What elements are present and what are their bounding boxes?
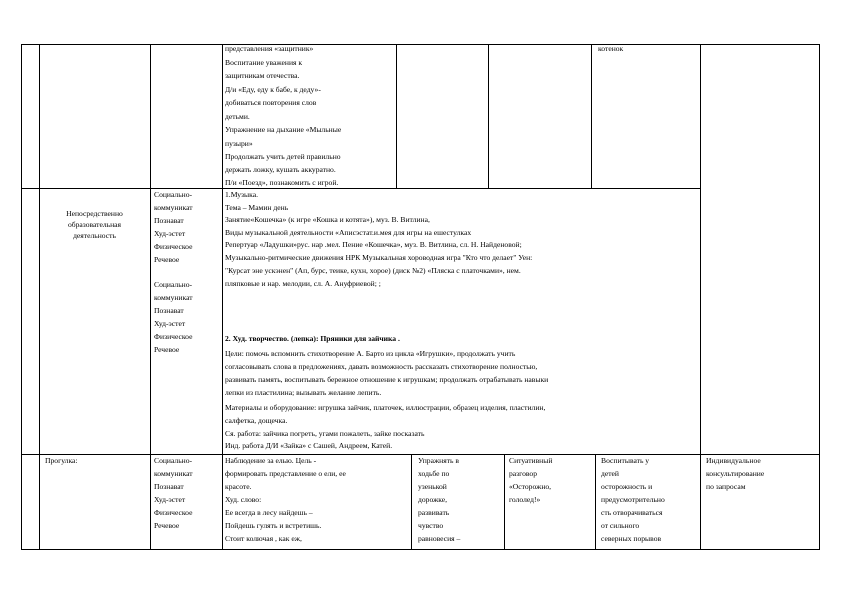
art-line: согласовывать слова в предложениях, давать возможность рассказать стихотворение полностью, [225,362,538,371]
art-title: 2. Худ. творчество. (лепка): Пряники для зайчика . [225,334,400,343]
area-item: Худ-эстет [154,229,186,238]
music-line: Виды музыкальной деятельности «Аписэстат.и.мея для игры на ешестулках [225,228,472,237]
area-item: Худ-эстет [154,319,186,328]
top-right-note: котенок [598,44,624,53]
upbringing-line: северных порывов [601,534,662,543]
direct-label-line: Непосредственно [66,209,123,218]
consult-line: по запросам [706,482,746,491]
area-item: Социально- [154,456,193,465]
talk-line: разговор [509,469,538,478]
music-line: Музыкально-ритмические движения НРК Музыкальная хороводная игра "Кто что делает" Уен: [225,253,533,262]
area-item: Физическое [154,508,193,517]
exercise-line: чувство [418,521,444,530]
top-activity-line: держать ложку, кушать аккуратно. [225,165,336,174]
col-divider-top-a [396,44,397,188]
col-divider-top-c [591,44,592,188]
area-item: коммуникат [154,293,193,302]
music-line: Занятие«Кошечка» (к игре «Кошка и котята»), муз. В. Витлина, [225,215,430,224]
art-line: Материалы и оборудование: игрушка зайчик, платочек, иллюстрации, образец изделия, пластилин, [225,403,546,412]
upbringing-line: от сильного [601,521,640,530]
area-item: коммуникат [154,469,193,478]
observation-line: Наблюдение за елью. Цель - [225,456,317,465]
consult-line: консультирование [706,469,765,478]
observation-line: формировать представление о ели, ее [225,469,346,478]
col-divider-walk-c [595,454,596,550]
top-activity-line: пузыри» [225,139,253,148]
top-activity-line: П/и «Поезд», познакомить с игрой. [225,178,339,187]
art-line: салфетка, дощечка. [225,416,288,425]
observation-line: красоте. [225,482,252,491]
observation-line: Худ. слово: [225,495,262,504]
observation-line: Пойдешь гулять и встретишь. [225,521,322,530]
music-line: Репертуар «Ладушки»рус. нар .мел. Пение «Кошечка», муз. В. Витлина, сл. Н. Найденовой; [225,240,522,249]
area-item: Социально- [154,190,193,199]
top-activity-line: детьми. [225,112,250,121]
observation-line: Ее всегда в лесу найдешь – [225,508,313,517]
talk-line: Ситуативный [509,456,553,465]
exercise-line: узенькой [418,482,447,491]
col-divider-top-b [488,44,489,188]
area-item: Физическое [154,332,193,341]
exercise-line: развивать [418,508,450,517]
art-line: Ся. работа: зайчика погреть, угами пожалеть, зайке посказать [225,429,425,438]
talk-line: гололед!» [509,495,541,504]
music-line: "Курсат эне ускэнен" (Ап, бурс, теике, кухн, хорое) (диск №2) «Пляска с платочками», нем. [225,266,521,275]
top-activity-line: Воспитание уважения к [225,58,303,67]
top-activity-line: представления «защитник» [225,44,314,53]
upbringing-line: детей [601,469,619,478]
area-item: Речевое [154,345,180,354]
direct-label-line: деятельность [73,231,116,240]
top-activity-line: защитникам отечества. [225,71,300,80]
consult-line: Индивидуальное [706,456,761,465]
walk-label: Прогулка: [45,456,78,465]
col-divider-areas [150,44,151,550]
area-item: коммуникат [154,203,193,212]
talk-line: «Осторожно, [509,482,552,491]
art-line: Цели: помочь вспомнить стихотворение А. Барто из цикла «Игрушки», продолжать учить [225,349,516,358]
direct-label-line: образовательная [67,220,122,229]
area-item: Худ-эстет [154,495,186,504]
art-line: Инд. работа Д/И «Зайка» с Сашей, Андреем, Катей. [225,441,393,450]
exercise-line: равновесия – [418,534,461,543]
music-line: пляпковые и нар. мелодии, сл. А. Ануфриевой; ; [225,279,381,288]
col-divider-label [39,44,40,550]
exercise-line: ходьбе по [418,469,450,478]
table-border-right [819,44,820,550]
top-activity-line: Д/и «Еду, еду к бабе, к деду»- [225,85,321,94]
col-divider-consult [700,44,701,550]
area-item: Познават [154,482,184,491]
observation-line: Стоит колючая , как еж, [225,534,302,543]
area-item: Речевое [154,521,180,530]
music-line: Тема – Мамин день [225,203,289,212]
col-divider-activity [222,44,223,550]
top-activity-line: Продолжать учить детей правильно [225,152,341,161]
top-activity-line: Упражнение на дыхание «Мыльные [225,125,342,134]
col-divider-walk-b [504,454,505,550]
upbringing-line: предусмотрительно [601,495,665,504]
top-activity-line: добиваться повторения слов [225,98,317,107]
art-line: развивать память, воспитывать бережное отношение к игрушкам; продолжать отрабатывать навыки [225,375,549,384]
area-item: Физическое [154,242,193,251]
area-item: Речевое [154,255,180,264]
exercise-line: дорожке, [418,495,448,504]
art-line: лепки из пластилина; вызывать желание лепить. [225,388,382,397]
upbringing-line: Воспитывать у [601,456,650,465]
exercise-line: Упражнять в [418,456,460,465]
area-item: Познават [154,216,184,225]
row-divider-1 [21,188,700,189]
col-divider-walk-a [411,454,412,550]
music-line: 1.Музыка. [225,190,258,199]
area-item: Социально- [154,280,193,289]
table-border-left [21,44,22,550]
area-item: Познават [154,306,184,315]
upbringing-line: сть отворачиваться [601,508,663,517]
upbringing-line: осторожность и [601,482,653,491]
